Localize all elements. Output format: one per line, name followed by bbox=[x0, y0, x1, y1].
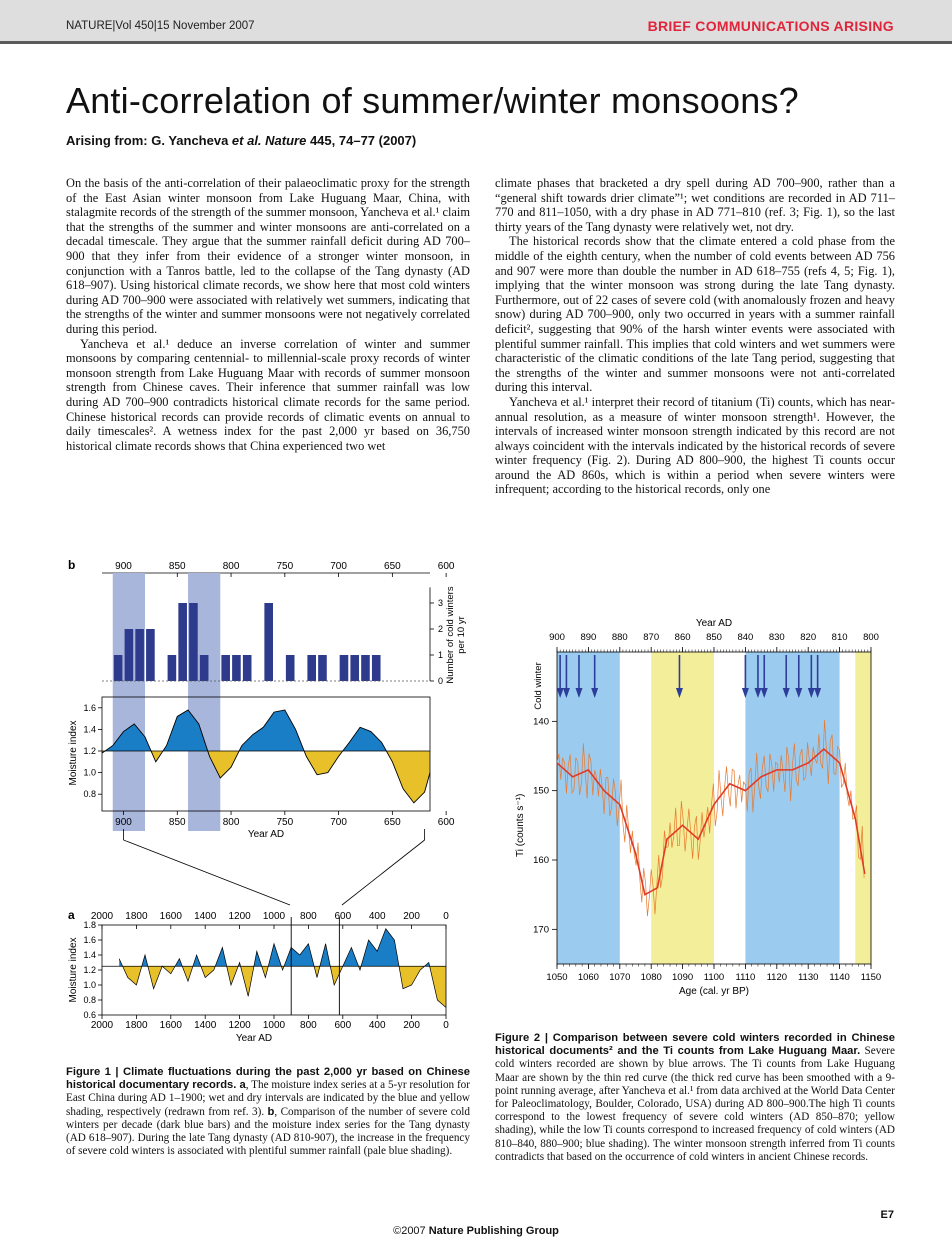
moisture-tick-label: 1.0 bbox=[83, 767, 96, 778]
moisture-tick-label: 1.2 bbox=[83, 965, 96, 975]
year-tick-label: 650 bbox=[384, 561, 401, 572]
top-tick-label: 840 bbox=[737, 632, 754, 643]
year-tick-label: 1200 bbox=[228, 911, 251, 922]
figure-1 bbox=[60, 553, 470, 1055]
year-tick-label: 2000 bbox=[90, 1020, 114, 1031]
year-tick-label: 850 bbox=[168, 561, 186, 572]
page-header bbox=[0, 0, 952, 44]
connector bbox=[342, 840, 425, 905]
bottom-tick-label: 1140 bbox=[829, 972, 850, 983]
year-tick-label: 700 bbox=[330, 817, 347, 828]
top-tick-label: 900 bbox=[549, 632, 565, 643]
top-tick-label: 860 bbox=[674, 632, 691, 643]
year-tick-label: 600 bbox=[334, 911, 352, 922]
moisture-tick-label: 0.6 bbox=[83, 1010, 96, 1020]
top-axis-label: Year AD bbox=[695, 618, 733, 629]
year-tick-label: 1200 bbox=[228, 1020, 251, 1031]
year-tick-label: 400 bbox=[368, 1020, 386, 1031]
year-tick-label: 1800 bbox=[125, 1020, 148, 1031]
copyright-footer: ©2007 Nature Publishing Group bbox=[393, 1225, 559, 1237]
cold-winter-bar bbox=[243, 655, 252, 681]
y-tick-label: 140 bbox=[533, 716, 549, 728]
x-axis-label: Year AD bbox=[235, 1033, 273, 1044]
cold-winter-bar bbox=[361, 655, 370, 681]
bottom-tick-label: 1120 bbox=[766, 972, 788, 983]
paragraph: Yancheva et al.¹ interpret their record of titanium (Ti) counts, which has near-annual resolution, as a measure of winter monsoon strength¹. However, the intervals of increased winter monsoon strength indicated by this record are not always coincident with the intervals indicated by the historical records of severe winter frequency (Fig. 2). During AD 800–900, the highest Ti counts occur around the AD 860s, which is within a period when severe winters were infrequent; according to the historical records, only one bbox=[495, 394, 895, 497]
bottom-tick-label: 1060 bbox=[577, 972, 599, 983]
figure-2-caption: Figure 2 | Comparison between severe cold winters recorded in Chinese historical documents² and the Ti counts from Lake Huguang Maar. Severe cold winters recorded are shown by blue arrows. The Ti counts from Lake Huguang Maar are shown by the thin red curve (the thick red curve has been smoothed with a 9-point running average, after Yancheva et al.¹ from data archived at the World Data Center for Paleoclimatology, Boulder, Colorado, USA) during AD 800–900.The high Ti counts correspond to the lowest frequency of severe cold winters (AD 850–870; yellow shading), while the low Ti counts correspond to increased frequency of cold winters (AD 810–840, 880–900; blue shading). The winter monsoon strength inferred from Ti counts contradicts that based on the occurrence of cold winters in ancient Chinese records. bbox=[495, 1032, 895, 1163]
cold-winter-bar bbox=[135, 629, 144, 681]
top-tick-label: 810 bbox=[831, 632, 848, 643]
cold-winter-bar bbox=[200, 655, 209, 681]
paragraph: The historical records show that the climate entered a cold phase from the middle of the eighth century, when the number of cold events between AD 756 and 907 were more than double the number in AD 618–755 (refs 4, 5; Fig. 1), implying that the winter monsoon was strong during the late Tang dynasty. Furthermore, out of 22 cases of severe cold (with anomalously frozen and heavy snow) during AD 700–900, only two occurred in years with a summer rainfall deficit², suggesting that 90% of the harsh winter events were associated with plentiful summer rainfall. This implies that cold winters and wet summers were characteristic of the climatic conditions of the late Tang period, suggesting that the strengths of the winter and summer monsoons were not anti-correlated during this interval. bbox=[495, 234, 895, 395]
cold-winter-bar bbox=[178, 603, 187, 681]
cold-winter-bar bbox=[307, 655, 316, 681]
cold-winter-bar bbox=[146, 629, 155, 681]
year-tick-label: 600 bbox=[334, 1020, 352, 1031]
page-number: E7 bbox=[880, 1209, 894, 1221]
bottom-tick-label: 1070 bbox=[609, 972, 631, 983]
year-tick-label: 0 bbox=[443, 1020, 449, 1031]
bottom-tick-label: 1080 bbox=[640, 972, 662, 983]
bottom-tick-label: 1050 bbox=[546, 972, 568, 983]
year-tick-label: 850 bbox=[168, 817, 186, 828]
cold-winter-label: Cold winter bbox=[533, 662, 544, 710]
dry-area bbox=[119, 929, 446, 1008]
year-tick-label: 900 bbox=[115, 561, 132, 572]
shading bbox=[651, 652, 714, 964]
panel-b-label: b bbox=[68, 558, 76, 572]
year-tick-label: 1600 bbox=[159, 1020, 182, 1031]
year-tick-label: 1800 bbox=[125, 911, 148, 922]
year-tick-label: 600 bbox=[437, 817, 455, 828]
moisture-tick-label: 1.8 bbox=[83, 920, 96, 930]
panel-a-label: a bbox=[68, 908, 75, 922]
moisture-tick-label: 1.2 bbox=[83, 746, 96, 756]
cold-winter-bar bbox=[340, 655, 349, 681]
bottom-tick-label: 1100 bbox=[703, 972, 725, 983]
count-tick-label: 0 bbox=[438, 676, 444, 686]
shading bbox=[855, 652, 871, 964]
year-tick-label: 1400 bbox=[194, 1020, 217, 1031]
bottom-tick-label: 1130 bbox=[797, 972, 819, 983]
moisture-tick-label: 1.6 bbox=[83, 935, 96, 945]
bottom-tick-label: 1150 bbox=[860, 972, 882, 983]
year-tick-label: 400 bbox=[368, 911, 386, 922]
y-tick-label: 150 bbox=[533, 785, 549, 797]
top-tick-label: 880 bbox=[611, 632, 628, 643]
shading bbox=[557, 652, 620, 964]
cold-winter-bar bbox=[318, 655, 327, 681]
year-tick-label: 750 bbox=[276, 561, 294, 572]
year-tick-label: 200 bbox=[403, 911, 420, 922]
section-label: BRIEF COMMUNICATIONS ARISING bbox=[647, 18, 894, 34]
year-tick-label: 800 bbox=[300, 1020, 317, 1031]
moisture-frame bbox=[102, 697, 430, 811]
cold-winter-bar bbox=[286, 655, 295, 681]
bottom-tick-label: 1090 bbox=[672, 972, 694, 983]
cold-winter-bar bbox=[114, 655, 123, 681]
year-tick-label: 2000 bbox=[90, 911, 114, 922]
cold-winter-bar bbox=[125, 629, 134, 681]
y-tick-label: 170 bbox=[533, 924, 549, 936]
moisture-tick-label: 0.8 bbox=[83, 789, 96, 800]
moisture-tick-label: 1.4 bbox=[83, 724, 96, 735]
top-tick-label: 830 bbox=[768, 632, 785, 643]
cold-winter-bar bbox=[372, 655, 381, 681]
bottom-tick-label: 1110 bbox=[735, 972, 756, 983]
moisture-tick-label: 0.8 bbox=[83, 995, 96, 1005]
journal-info: NATURE|Vol 450|15 November 2007 bbox=[66, 20, 255, 32]
wet-shading bbox=[113, 573, 145, 831]
y-axis-label: Ti (counts s⁻¹) bbox=[515, 793, 526, 857]
count-tick-label: 3 bbox=[438, 598, 444, 608]
moisture-axis-label: Moisture index bbox=[68, 720, 79, 786]
count-axis-label: per 10 yr bbox=[456, 616, 467, 654]
cold-winter-bar bbox=[189, 603, 198, 681]
left-column-text bbox=[66, 176, 470, 453]
year-tick-label: 600 bbox=[437, 561, 455, 572]
count-tick-label: 2 bbox=[438, 624, 444, 634]
top-tick-label: 850 bbox=[706, 632, 722, 643]
cold-winter-bar bbox=[232, 655, 241, 681]
moisture-tick-label: 1.4 bbox=[83, 950, 96, 960]
figure-2 bbox=[495, 612, 905, 1020]
year-tick-label: 800 bbox=[300, 911, 317, 922]
article-title: Anti-correlation of summer/winter monsoons? bbox=[66, 80, 799, 121]
top-tick-label: 800 bbox=[863, 632, 879, 643]
count-axis-label: Number of cold winters bbox=[445, 586, 456, 684]
year-tick-label: 1600 bbox=[159, 911, 182, 922]
y-tick-label: 160 bbox=[533, 855, 549, 866]
arising-from: Arising from: G. Yancheva et al. Nature 445, 74–77 (2007) bbox=[66, 133, 417, 148]
year-tick-label: 200 bbox=[403, 1020, 420, 1031]
paragraph: climate phases that bracketed a dry spell during AD 700–900, rather than a “general shift towards drier climate”¹; wet conditions are recorded in AD 711–770 and 811–1050, with a dry phase in AD 771–810 (ref. 3; Fig. 1), so the last thirty years of the Tang dynasty were relatively wet, not dry. bbox=[495, 176, 895, 234]
top-tick-label: 820 bbox=[800, 632, 817, 643]
year-tick-label: 750 bbox=[276, 817, 294, 828]
right-column-text bbox=[495, 176, 895, 497]
year-tick-label: 1400 bbox=[194, 911, 217, 922]
year-tick-label: 900 bbox=[115, 817, 132, 828]
year-tick-label: 1000 bbox=[262, 1020, 286, 1031]
x-axis-label: Year AD bbox=[247, 829, 285, 840]
top-tick-label: 890 bbox=[580, 632, 597, 643]
cold-winter-bar bbox=[350, 655, 359, 681]
moisture-tick-label: 1.6 bbox=[83, 702, 96, 713]
year-tick-label: 700 bbox=[330, 561, 347, 572]
cold-winter-bar bbox=[168, 655, 177, 681]
cold-winter-bar bbox=[264, 603, 273, 681]
moisture-tick-label: 1.0 bbox=[83, 980, 96, 990]
shading bbox=[745, 652, 839, 964]
year-tick-label: 1000 bbox=[262, 911, 286, 922]
paragraph: Yancheva et al.¹ deduce an inverse correlation of winter and summer monsoons by comparing centennial- to millennial-scale proxy records of winter monsoon strength from Lake Huguang Maar with records of summer monsoon strength from Chinese caves. Their inference that summer rainfall was low during AD 700–900 contradicts historical climate records for the same period. Chinese historical records can provide records of climatic events on annual to daily timescales². A wetness index for the past 2,000 yr based on 36,750 historical climate records shows that China experienced two wet bbox=[66, 336, 470, 453]
bottom-axis-label: Age (cal. yr BP) bbox=[678, 986, 750, 997]
figure-1-caption: Figure 1 | Climate fluctuations during the past 2,000 yr based on Chinese historical documentary records. a, The moisture index series at a 5-yr resolution for East China during AD 1–1900; wet and dry intervals are indicated by the blue and yellow shading, respectively (redrawn from ref. 3). b, Comparison of the number of severe cold winters per decade (dark blue bars) and the moisture index series for the Tang dynasty (AD 618–907). During the late Tang dynasty (AD 810-907), the increase in the frequency of severe cold winters is associated with plentiful summer rainfall (pale blue shading). bbox=[66, 1066, 470, 1158]
top-tick-label: 870 bbox=[643, 632, 660, 643]
year-tick-label: 0 bbox=[443, 911, 449, 922]
connector bbox=[124, 840, 290, 905]
moisture-curve bbox=[102, 710, 430, 803]
moisture-axis-label: Moisture index bbox=[68, 937, 79, 1003]
count-tick-label: 1 bbox=[438, 650, 444, 660]
year-tick-label: 650 bbox=[384, 817, 401, 828]
paragraph: On the basis of the anti-correlation of their palaeoclimatic proxy for the strength of the East Asian winter monsoon from Lake Huguang Maar, China, with stalagmite records of the strength of the summer monsoon, Yancheva et al.¹ claim that the strengths of the summer and winter monsoons are anti-correlated on a decadal timescale. They argue that the summer rainfall deficit during AD 700–900 that they infer from their evidence of a stronger winter monsoon, in conjunction with a Tanros battle, led to the collapse of the Tang dynasty (AD 618–907). Using historical climate records, we show here that most cold winters during AD 700–900 were associated with relatively wet summers, indicating that the strengths of the winter and summer monsoons were not negatively correlated during this period. bbox=[66, 176, 470, 336]
year-tick-label: 800 bbox=[222, 561, 240, 572]
year-tick-label: 800 bbox=[222, 817, 240, 828]
cold-winter-bar bbox=[221, 655, 230, 681]
